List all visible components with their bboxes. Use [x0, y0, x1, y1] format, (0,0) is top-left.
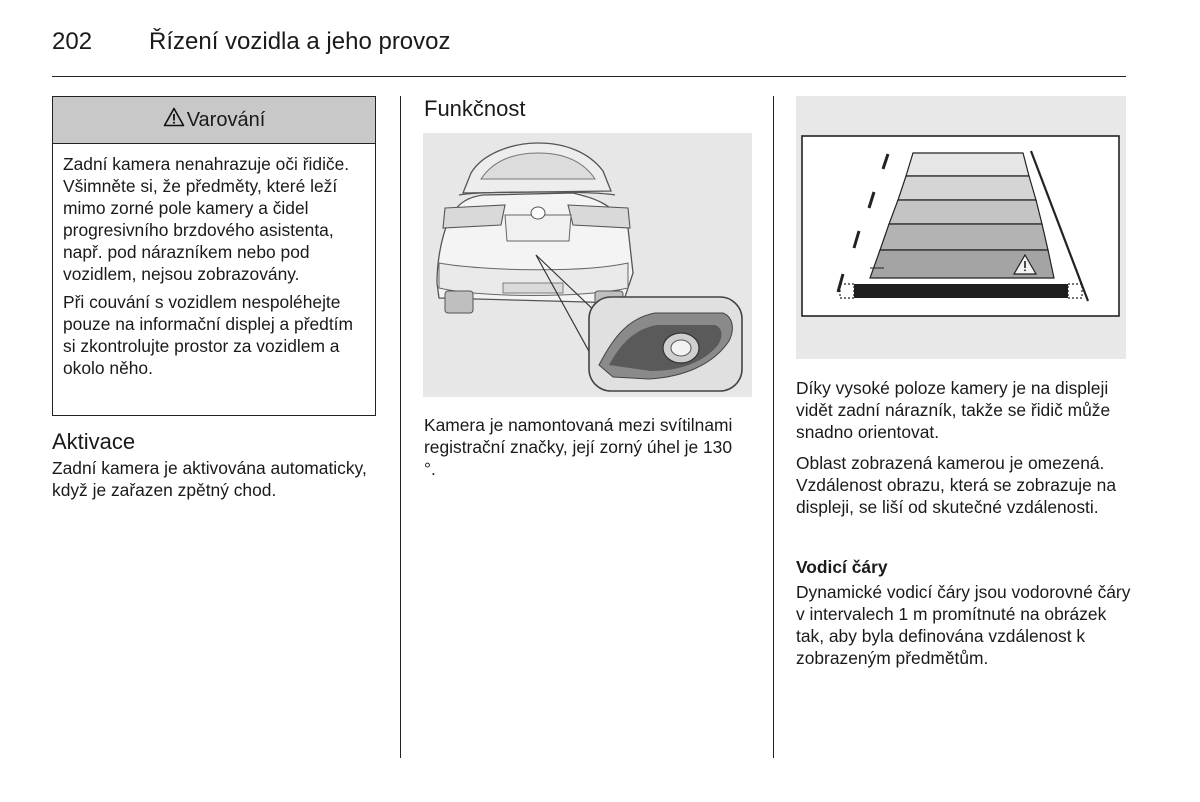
display-paragraph-2: Oblast zobrazená kamerou je omezená. Vzdálenost obrazu, která se zobrazuje na displeji, se liší od skutečné vzdálenosti. [796, 453, 1116, 517]
warning-triangle-icon [163, 107, 185, 133]
guidelines-text: Dynamické vodicí čáry jsou vodorovné čáry v intervalech 1 m promítnuté na obrázek tak, aby byla definována vzdálenost k zobrazeným předmětům. [796, 582, 1131, 668]
activation-heading: Aktivace [52, 429, 136, 454]
page-header [52, 22, 1126, 77]
warning-paragraph: Při couvání s vozidlem nespoléhejte pouze na informační displej a předtím si zkontrolujte prostor za vozidlem a okolo něho. [63, 292, 354, 378]
warning-box [52, 96, 376, 416]
guidelines-heading: Vodicí čáry [796, 557, 888, 577]
camera-display-illustration [796, 96, 1126, 359]
function-caption: Kamera je namontovaná mezi svítilnami registrační značky, její zorný úhel je 130 °. [424, 415, 733, 479]
rear-camera-illustration [423, 133, 752, 397]
warning-title: Varování [186, 108, 266, 131]
warning-header [53, 97, 375, 144]
warning-paragraph: Zadní kamera nenahrazuje oči řidiče. Všimněte si, že předměty, které leží mimo zorné pole kamery a čidel progresivního brzdového asistenta, např. pod nárazníkem nebo pod vozidlem, nejsou zobrazovány. [63, 154, 350, 284]
page-title: Řízení vozidla a jeho provoz [149, 28, 451, 55]
display-paragraph-1: Díky vysoké poloze kamery je na displeji vidět zadní nárazník, takže se řidič může snadno orientovat. [796, 378, 1111, 442]
column-divider [773, 96, 774, 758]
warning-body [53, 144, 375, 379]
function-heading: Funkčnost [424, 96, 526, 121]
column-divider [400, 96, 401, 758]
activation-text: Zadní kamera je aktivována automaticky, když je zařazen zpětný chod. [52, 458, 367, 500]
page-number: 202 [52, 28, 93, 55]
